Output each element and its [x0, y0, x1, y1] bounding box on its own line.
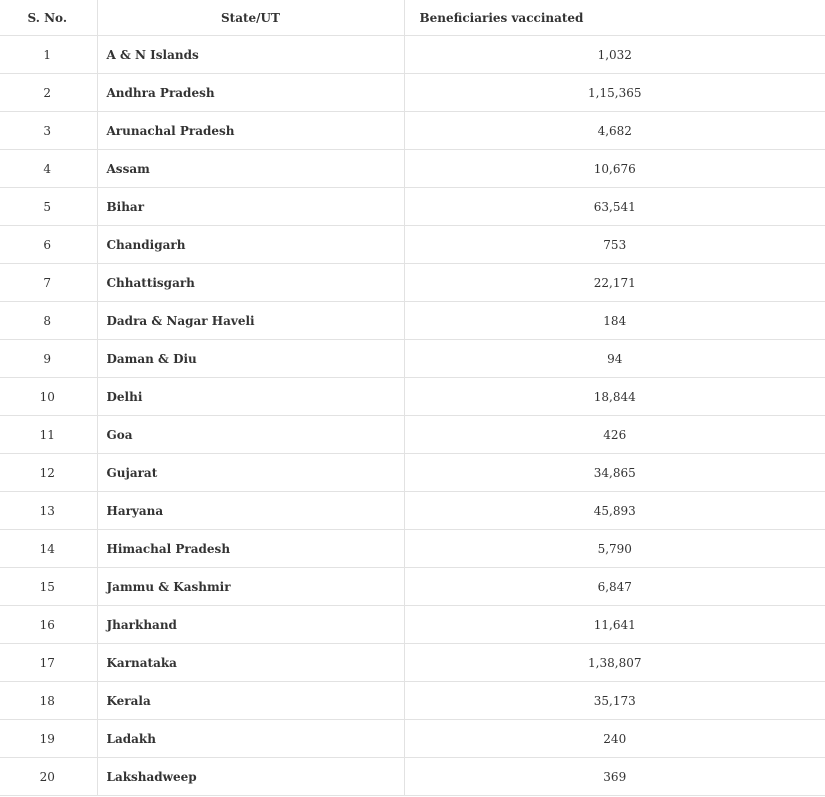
serial-number-cell: 5	[0, 188, 97, 226]
serial-number-cell: 13	[0, 492, 97, 530]
beneficiaries-cell: 240	[404, 720, 825, 758]
serial-number-cell: 7	[0, 264, 97, 302]
table-body	[0, 36, 825, 796]
beneficiaries-cell: 5,790	[404, 530, 825, 568]
state-ut-cell: Kerala	[97, 682, 404, 720]
beneficiaries-cell: 63,541	[404, 188, 825, 226]
serial-number-cell: 8	[0, 302, 97, 340]
state-ut-cell: Haryana	[97, 492, 404, 530]
state-ut-cell: Delhi	[97, 378, 404, 416]
serial-number-cell: 2	[0, 74, 97, 112]
state-ut-cell: Himachal Pradesh	[97, 530, 404, 568]
beneficiaries-cell: 35,173	[404, 682, 825, 720]
state-ut-cell: Jammu & Kashmir	[97, 568, 404, 606]
beneficiaries-cell: 10,676	[404, 150, 825, 188]
serial-number-cell: 11	[0, 416, 97, 454]
serial-number-cell: 1	[0, 36, 97, 74]
beneficiaries-cell: 94	[404, 340, 825, 378]
state-ut-cell: Ladakh	[97, 720, 404, 758]
table-row	[0, 226, 825, 264]
table-row	[0, 112, 825, 150]
beneficiaries-cell: 753	[404, 226, 825, 264]
table-row	[0, 416, 825, 454]
beneficiaries-cell: 1,032	[404, 36, 825, 74]
state-ut-cell: Daman & Diu	[97, 340, 404, 378]
serial-number-cell: 18	[0, 682, 97, 720]
beneficiaries-cell: 45,893	[404, 492, 825, 530]
table-header	[0, 0, 825, 36]
table-row	[0, 758, 825, 796]
serial-number-cell: 10	[0, 378, 97, 416]
table-row	[0, 568, 825, 606]
state-ut-cell: Arunachal Pradesh	[97, 112, 404, 150]
table-row	[0, 454, 825, 492]
table-row	[0, 720, 825, 758]
table-row	[0, 644, 825, 682]
serial-number-cell: 3	[0, 112, 97, 150]
table-row	[0, 188, 825, 226]
beneficiaries-cell: 1,38,807	[404, 644, 825, 682]
beneficiaries-cell: 184	[404, 302, 825, 340]
beneficiaries-cell: 426	[404, 416, 825, 454]
state-ut-cell: Assam	[97, 150, 404, 188]
serial-number-cell: 16	[0, 606, 97, 644]
table-row	[0, 682, 825, 720]
state-ut-cell: Karnataka	[97, 644, 404, 682]
beneficiaries-cell: 369	[404, 758, 825, 796]
state-ut-cell: Jharkhand	[97, 606, 404, 644]
header-row	[0, 0, 825, 36]
table-row	[0, 606, 825, 644]
table-row	[0, 150, 825, 188]
state-ut-cell: Dadra & Nagar Haveli	[97, 302, 404, 340]
table-row	[0, 378, 825, 416]
serial-number-cell: 6	[0, 226, 97, 264]
serial-number-cell: 9	[0, 340, 97, 378]
header-beneficiaries-vaccinated: Beneficiaries vaccinated	[404, 0, 825, 36]
table-row	[0, 302, 825, 340]
beneficiaries-cell: 18,844	[404, 378, 825, 416]
serial-number-cell: 17	[0, 644, 97, 682]
beneficiaries-cell: 34,865	[404, 454, 825, 492]
serial-number-cell: 20	[0, 758, 97, 796]
table-row	[0, 264, 825, 302]
table-row	[0, 530, 825, 568]
state-ut-cell: Chandigarh	[97, 226, 404, 264]
table-row	[0, 340, 825, 378]
table-row	[0, 492, 825, 530]
header-state-ut: State/UT	[97, 0, 404, 36]
state-ut-cell: Lakshadweep	[97, 758, 404, 796]
beneficiaries-cell: 6,847	[404, 568, 825, 606]
state-ut-cell: Bihar	[97, 188, 404, 226]
beneficiaries-cell: 4,682	[404, 112, 825, 150]
state-ut-cell: Chhattisgarh	[97, 264, 404, 302]
table-row	[0, 36, 825, 74]
state-ut-cell: Goa	[97, 416, 404, 454]
serial-number-cell: 19	[0, 720, 97, 758]
serial-number-cell: 14	[0, 530, 97, 568]
state-ut-cell: Andhra Pradesh	[97, 74, 404, 112]
beneficiaries-cell: 11,641	[404, 606, 825, 644]
table-row	[0, 74, 825, 112]
beneficiaries-cell: 22,171	[404, 264, 825, 302]
state-ut-cell: Gujarat	[97, 454, 404, 492]
state-ut-cell: A & N Islands	[97, 36, 404, 74]
beneficiaries-cell: 1,15,365	[404, 74, 825, 112]
serial-number-cell: 12	[0, 454, 97, 492]
header-serial-number: S. No.	[0, 0, 97, 36]
serial-number-cell: 4	[0, 150, 97, 188]
serial-number-cell: 15	[0, 568, 97, 606]
